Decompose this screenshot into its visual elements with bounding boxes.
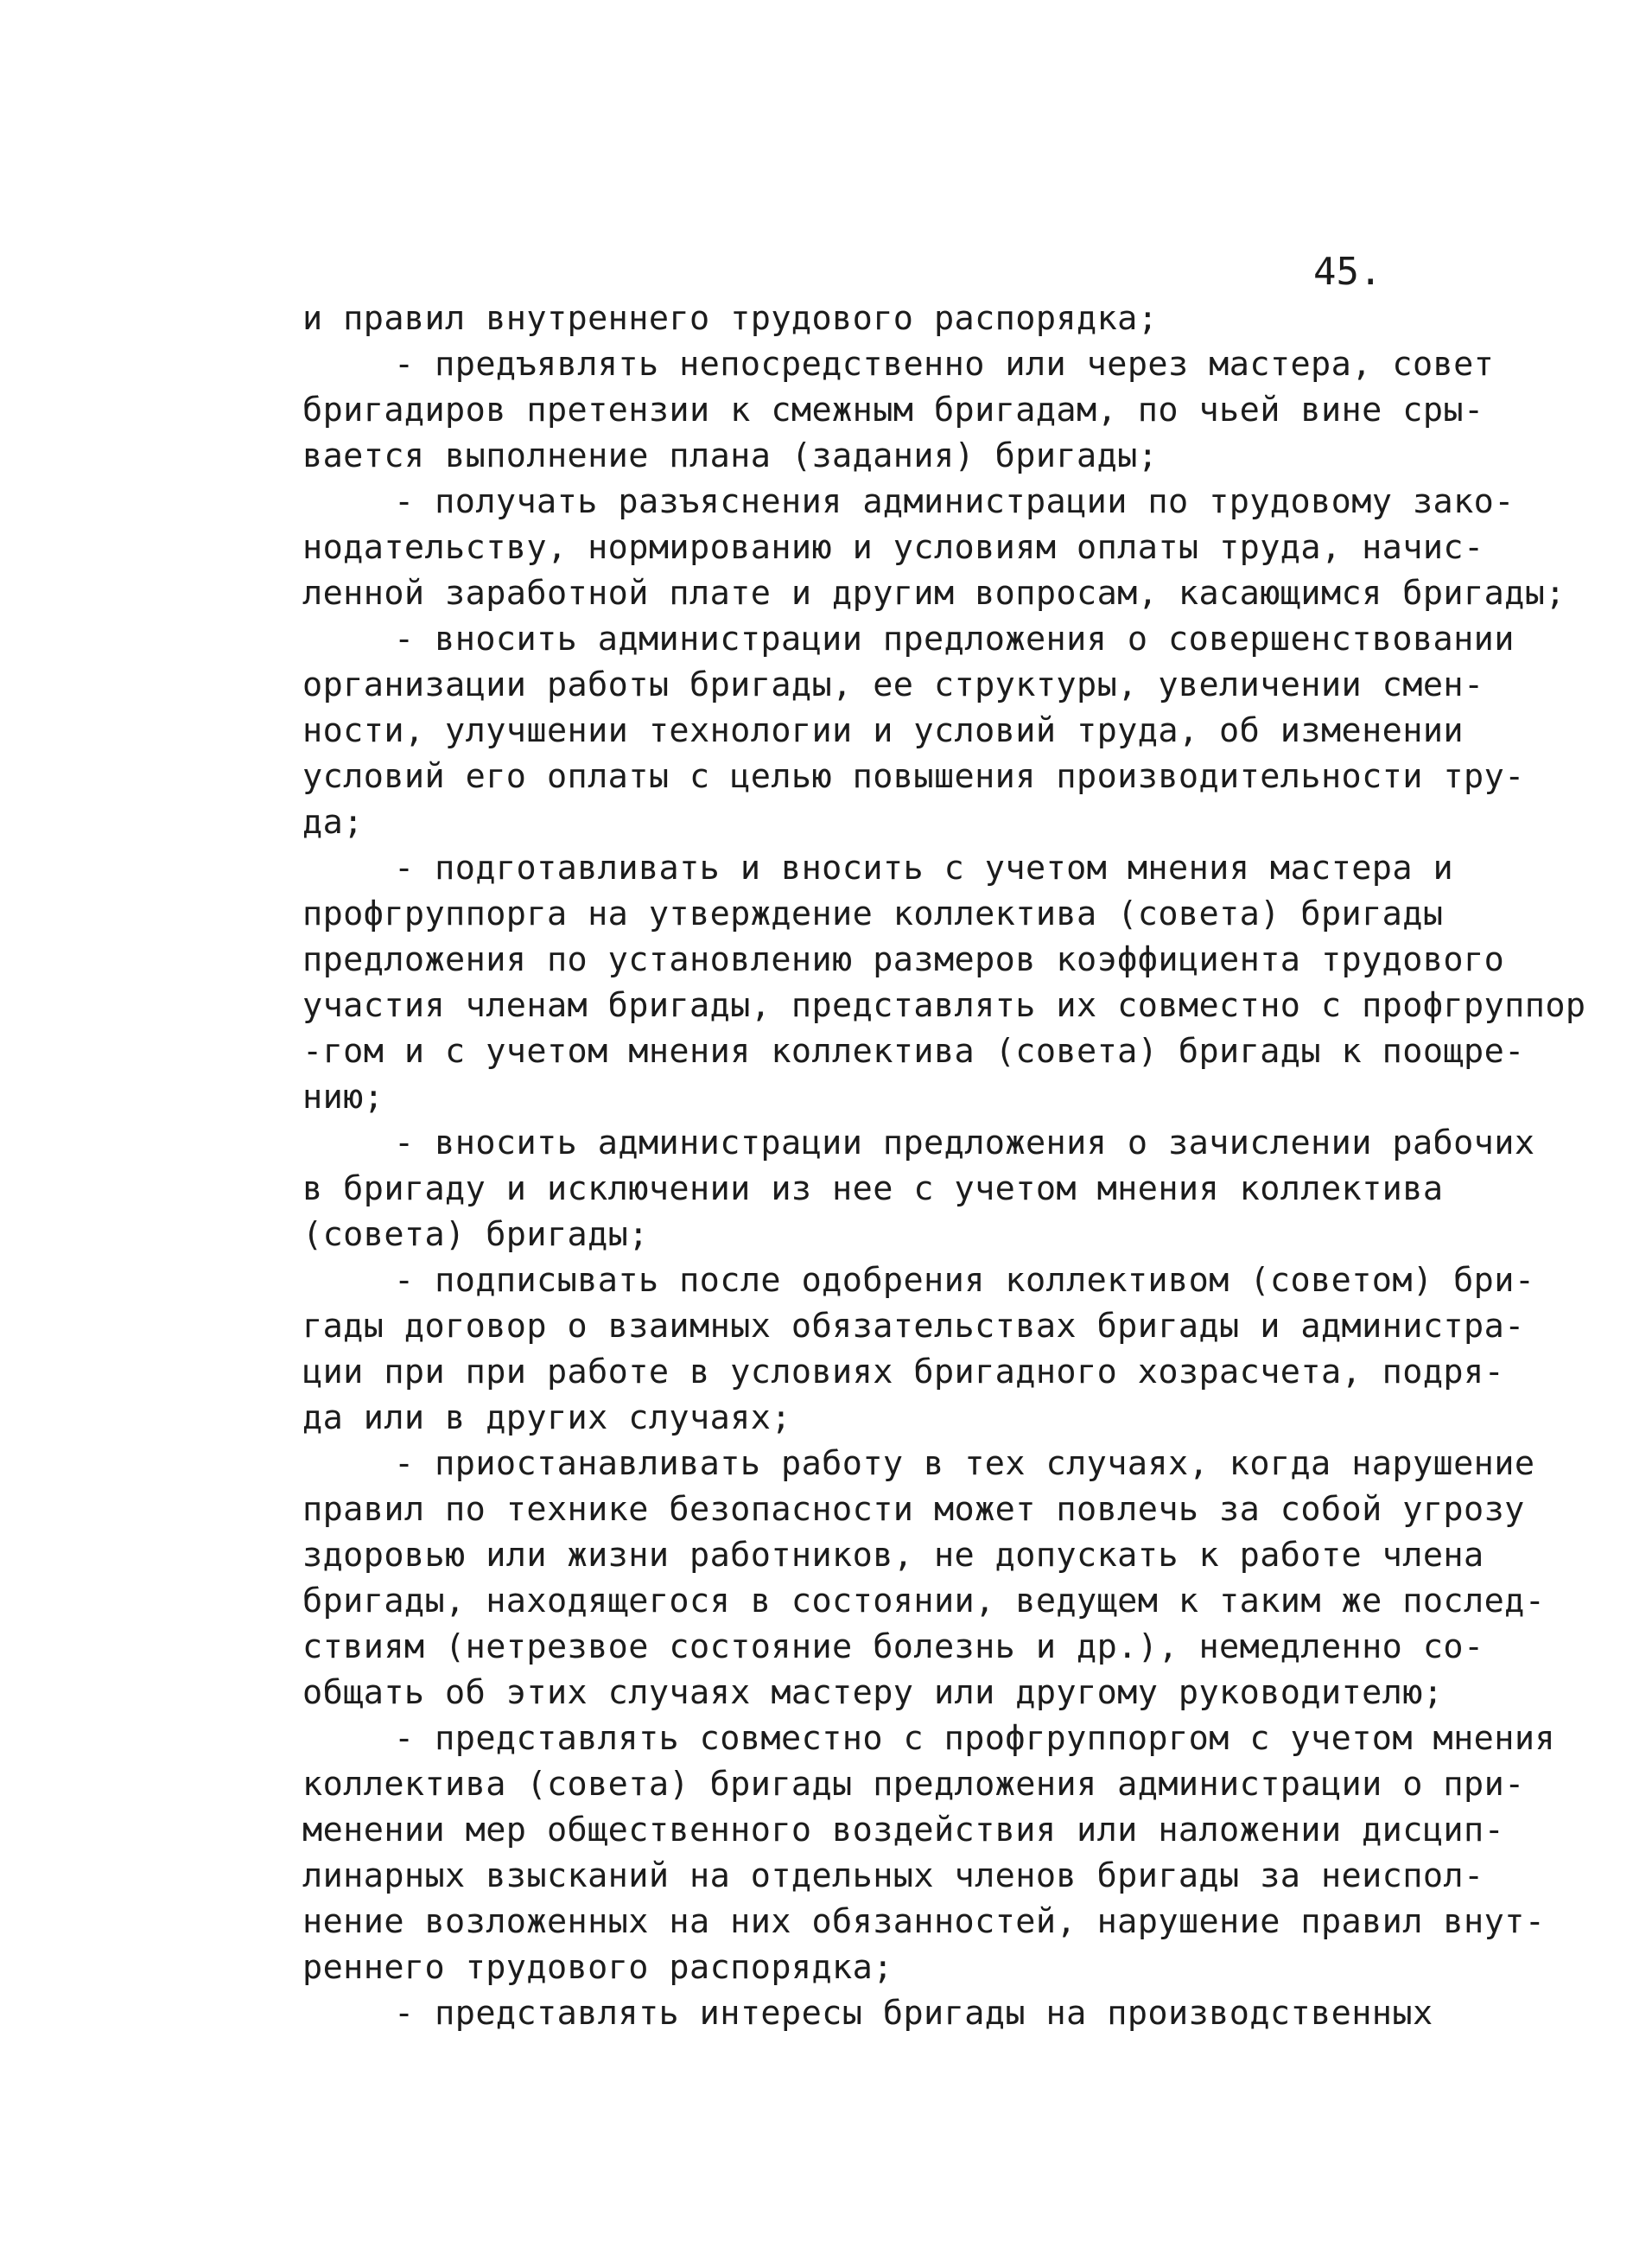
- paragraph-first-line: - вносить администрации предложения о совершенствовании: [394, 620, 1515, 659]
- text-line: коллектива (совета) бригады предложения администрации о при-: [302, 1765, 1525, 1804]
- text-line: условий его оплаты с целью повышения производительности тру-: [302, 757, 1525, 796]
- text-line: участия членам бригады, представлять их совместно с профгруппор: [302, 986, 1586, 1025]
- text-line: ствиям (нетрезвое состояние болезнь и др.), немедленно со-: [302, 1627, 1484, 1666]
- text-line: общать об этих случаях мастеру или другому руководителю;: [302, 1673, 1444, 1712]
- text-line: реннего трудового распорядка;: [302, 1948, 893, 1987]
- paragraph-first-line: - приостанавливать работу в тех случаях, когда нарушение: [394, 1444, 1535, 1483]
- paragraph-first-line: - предъявлять непосредственно или через мастера, совет: [394, 345, 1495, 384]
- paragraph-first-line: - представлять совместно с профгруппоргом с учетом мнения: [394, 1719, 1556, 1758]
- text-line: в бригаду и исключении из нее с учетом мнения коллектива: [302, 1169, 1444, 1208]
- text-line: менении мер общественного воздействия или наложении дисцип-: [302, 1811, 1505, 1849]
- text-line: предложения по установлению размеров коэффициента трудового: [302, 940, 1505, 979]
- document-body: [302, 296, 1586, 2036]
- text-line: нение возложенных на них обязанностей, нарушение правил внут-: [302, 1902, 1546, 1941]
- text-line: здоровью или жизни работников, не допускать к работе члена: [302, 1536, 1484, 1575]
- text-line: (совета) бригады;: [302, 1215, 649, 1254]
- text-line: профгруппорга на утверждение коллектива (совета) бригады: [302, 894, 1444, 933]
- text-line: правил по технике безопасности может повлечь за собой угрозу: [302, 1490, 1525, 1529]
- paragraph-first-line: - подготавливать и вносить с учетом мнения мастера и: [394, 849, 1454, 888]
- text-line: бригады, находящегося в состоянии, ведущем к таким же послед-: [302, 1582, 1546, 1620]
- text-line: да или в других случаях;: [302, 1398, 791, 1437]
- text-line: и правил внутреннего трудового распорядка;: [302, 299, 1159, 338]
- text-line: да;: [302, 803, 364, 842]
- text-line: гады договор о взаимных обязательствах бригады и администра-: [302, 1307, 1525, 1346]
- text-line: ленной заработной плате и другим вопросам, касающимся бригады;: [302, 574, 1566, 613]
- text-line: организации работы бригады, ее структуры, увеличении смен-: [302, 665, 1484, 704]
- paragraph-first-line: - подписывать после одобрения коллективом (советом) бри-: [394, 1261, 1535, 1300]
- text-line: бригадиров претензии к смежным бригадам, по чьей вине сры-: [302, 391, 1484, 430]
- text-line: нию;: [302, 1078, 384, 1117]
- text-line: вается выполнение плана (задания) бригады;: [302, 436, 1159, 475]
- paragraph-first-line: - представлять интересы бригады на производственных: [394, 1994, 1433, 2033]
- text-line: ции при при работе в условиях бригадного хозрасчета, подря-: [302, 1353, 1505, 1391]
- paragraph-first-line: - получать разъяснения администрации по трудовому зако-: [394, 482, 1515, 521]
- page-number: 45.: [1313, 250, 1382, 294]
- text-line: -гом и с учетом мнения коллектива (совета) бригады к поощре-: [302, 1032, 1525, 1071]
- text-line: линарных взысканий на отдельных членов бригады за неиспол-: [302, 1856, 1484, 1895]
- text-line: ности, улучшении технологии и условий труда, об изменении: [302, 711, 1465, 750]
- text-line: нодательству, нормированию и условиям оплаты труда, начис-: [302, 528, 1484, 567]
- paragraph-first-line: - вносить администрации предложения о зачислении рабочих: [394, 1124, 1535, 1162]
